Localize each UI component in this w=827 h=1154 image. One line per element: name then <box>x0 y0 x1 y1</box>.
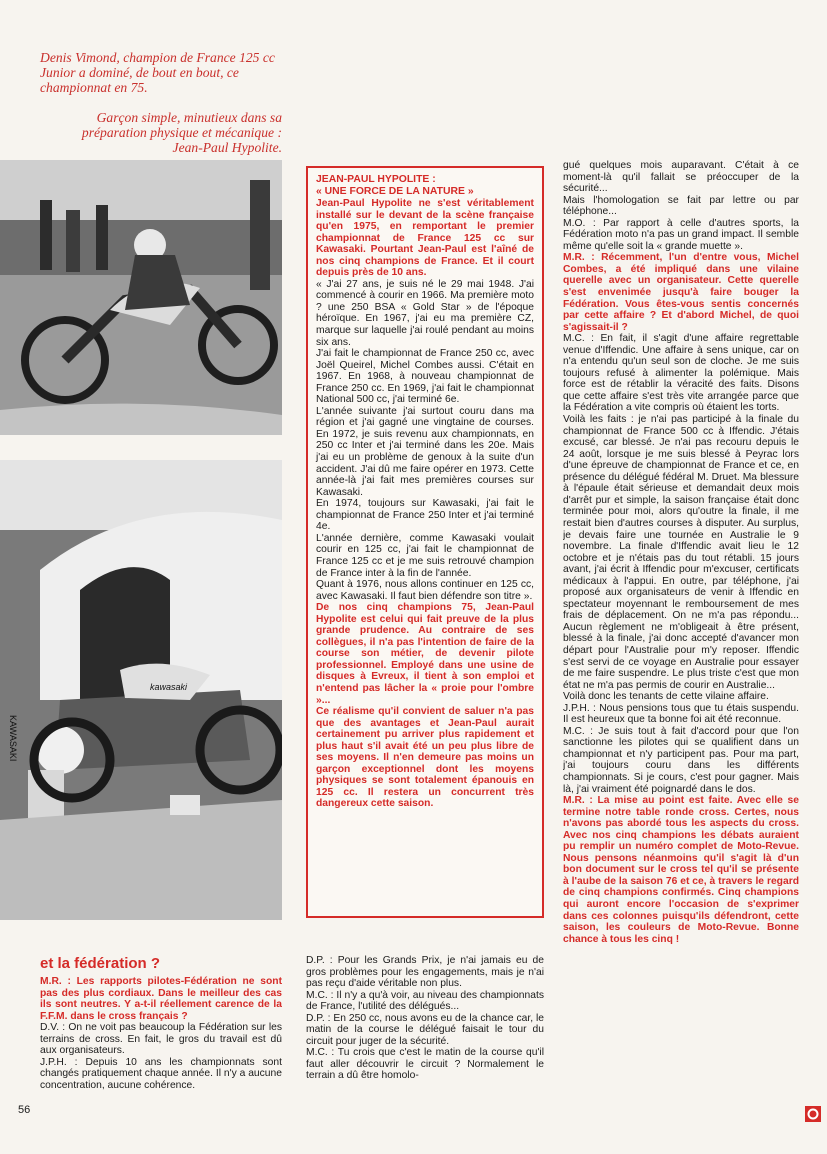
interview-question: M.R. : Les rapports pilotes-Fédération ne sont pas des plus cordiaux. Dans le meilleur des cas ils sont neutres. Y a-t-il réellement carence de la F.F.M. dans le cross français ? <box>40 976 282 1022</box>
mechanic-photo <box>0 460 282 920</box>
box-paragraph: J'ai fait le championnat de France 250 cc, avec Joël Queirel, Michel Combes aussi. C'était en 1967. En 1968, à nouveau championnat de France 250 cc. En 1969, j'ai fait le championnat National 500 cc, j'ai terminé 6e. <box>316 348 534 406</box>
interview-paragraph: J.P.H. : Depuis 10 ans les championnats sont changés pratiquement chaque année. Il n'y a aucune concentration, aucune cohérence. <box>40 1056 282 1091</box>
interview-paragraph: Voilà les faits : je n'ai pas participé à la finale du championnat de France 500 cc à Iffendic. J'étais excusé, car blessé. Je n'ai pas recouru depuis le 24 août, lorsque je me suis blessé à Peyrac lors d'une épreuve de championnat de France et ce, en présence du délégué fédéral M. Druet. Ma blessure à l'épaule était sérieuse et demandait deux mois d'arrêt pur et simple, la saison française était donc terminée pour moi, alors qu'outre la finale, il me restait bien d'autres courses à disputer. Au surplus, je devais faire une tournée en Australie le 9 novembre. La finale d'Iffendic avait lieu le 12 octobre et je n'étais pas du tout rétabli. 15 jours avant, j'ai écrit à Iffendic pour m'excuser, certificats médicaux à l'appui. En outre, par téléphone, j'ai proposé aux organisateurs de venir à Iffendic en spectateur moyennant le remboursement de mes frais de déplacement. On ne m'a pas répondu... Aucun règlement ne m'obligeait à être présent, blessé à la finale, j'ai donc accepté d'avancer mon départ pour l'Australie pour m'y reposer. Iffendic s'est servi de ce voyage en Australie pour essayer de me faire suspendre. Le plus triste c'est que mon état ne m'a pas permis de courir en Australie... <box>563 414 799 691</box>
page-number: 56 <box>18 1104 31 1116</box>
box-paragraph: Ce réalisme qu'il convient de saluer n'a pas que des avantages et Jean-Paul aurait certainement pu arriver plus rapidement et plus haut s'il avait été un peu plus libre de ses moyens. Il n'en demeure pas moins un garçon exceptionnel dont les moyens physiques se sont totalement épanouis en 125 cc. Il restera un concurrent très dangereux cette saison. <box>316 706 534 810</box>
interview-paragraph: M.O. : Par rapport à celle d'autres sports, la Fédération moto n'a pas un grand impact. Il semble même qu'elle soit la « grande muette ». <box>563 217 799 252</box>
interview-column-middle <box>306 955 544 1135</box>
interview-paragraph: D.V. : On ne voit pas beaucoup la Fédération sur les terrains de cross. En fait, le gros du travail est dû aux organisateurs. <box>40 1022 282 1057</box>
interview-conclusion: M.R. : La mise au point est faite. Avec elle se termine notre table ronde cross. Certes, nous n'avons pas abordé tous les aspects du cross. Avec nos cinq champions les débats auraient pu remplir un numéro complet de Moto-Revue. Nous pensons néanmoins qu'il s'agit là d'un bon document sur le cross tel qu'il se présente à l'aube de la saison 76 et ce, à travers le regard de cinq champions confirmés. Cinq champions qui auront encore l'occasion de s'exprimer dans ces colonnes puisqu'ils défendront, cette saison, les couleurs de Moto-Revue. Bonne chance à tous les cinq ! <box>563 795 799 945</box>
interview-column-right <box>563 160 799 1120</box>
interview-paragraph: M.C. : Tu crois que c'est le matin de la course qu'il faut aller découvrir le circuit ? Normalement le terrain a dû être homolo- <box>306 1047 544 1082</box>
magazine-logo-icon <box>805 1106 821 1127</box>
interview-paragraph: D.P. : Pour les Grands Prix, je n'ai jamais eu de gros problèmes pour les engagements, mais je n'ai pas reçu d'aide véritable non plus. <box>306 955 544 990</box>
interview-paragraph: M.C. : Il n'y a qu'à voir, au niveau des championnats de France, l'utilité des délégués... <box>306 989 544 1013</box>
box-paragraph: Quant à 1976, nous allons continuer en 125 cc, avec Kawasaki. Il faut bien défendre son titre ». <box>316 579 534 602</box>
interview-paragraph: Voilà donc les tenants de cette vilaine affaire. <box>563 691 769 703</box>
interview-paragraph: M.C. : Je suis tout à fait d'accord pour que l'on sanctionne les pilotes qui se qualifient dans un championnat et n'y participent pas. Pour ma part, j'ai toujours couru dans les différents championnats. Si je cours, c'est pour gagner. Mais là, j'ai vraiment été poignardé dans le dos. <box>563 725 799 795</box>
section-title-federation: et la fédération ? <box>40 955 161 972</box>
box-paragraph: « J'ai 27 ans, je suis né le 29 mai 1948. J'ai commencé à courir en 1966. Ma première moto ? une 250 BSA « Gold Star » de l'époque héroïque. En 1967, j'ai eu ma première CZ, marque sur laquelle j'ai roulé pendant au moins six ans. <box>316 278 534 348</box>
motocross-photo-top <box>0 160 282 435</box>
interview-paragraph: D.P. : En 250 cc, nous avons eu de la chance car, le matin de la course le délégué faisait le tour du circuit pour juger de la sécurité. <box>306 1012 544 1047</box>
caption-vimond: Denis Vimond, champion de France 125 cc Junior a dominé, de bout en bout, ce championnat en 75. <box>40 50 275 95</box>
interview-paragraph: Mais l'homologation se fait par lettre ou par téléphone... <box>563 194 799 218</box>
hypolite-profile-box <box>306 166 544 918</box>
box-paragraph: De nos cinq champions 75, Jean-Paul Hypolite est celui qui fait preuve de la plus grande prudence. Au contraire de ses collègues, il n'a pas l'intention de faire de la course son métier, de devenir pilote professionnel. Employé dans une usine de disques à Evreux, il tient à son emploi et n'entend pas lâcher la « proie pour l'ombre »... <box>316 602 534 706</box>
box-paragraph: L'année suivante j'ai surtout couru dans ma région et j'ai gagné une vingtaine de courses. En 1972, je suis revenu aux championnats, en 250 cc Inter et j'ai terminé dans les 20e. Mais j'ai eu un problème de genoux à la suite d'un accident. J'ai dû me faire opérer en 1973. Cette année-là j'ai fait mes premières courses sur Kawasaki. <box>316 405 534 498</box>
interview-paragraph: M.C. : En fait, il s'agit d'une affaire regrettable venue d'Iffendic. Une affaire à sens unique, car on n'a entendu qu'un seul son de cloche. Je me suis toujours refusé à alimenter la polémique. Mais force est de rétablir la véracité des faits. Disons que cette affaire s'est très vite arrangée parce que la Fédération a vite compris où étaient les torts. <box>563 333 799 414</box>
caption-hypolite: Garçon simple, minutieux dans sa préparation physique et mécanique : Jean-Paul Hypolite. <box>81 110 282 155</box>
box-paragraph: L'année dernière, comme Kawasaki voulait courir en 125 cc, j'ai fait le championnat de France 125 cc et je me suis retrouvé champion de France inter à la fin de l'année. <box>316 532 534 579</box>
interview-question: M.R. : Récemment, l'un d'entre vous, Michel Combes, a été impliqué dans une vilaine querelle avec un organisateur. Cette querelle s'est envenimée jusqu'à faire bouger la Fédération. Vous êtes-vous sentis concernés par cette affaire ? Et d'abord Michel, de quoi s'agissait-il ? <box>563 252 799 333</box>
box-kicker-quote: « UNE FORCE DE LA NATURE » <box>316 185 474 197</box>
tank-brand-label: kawasaki <box>150 682 188 692</box>
box-paragraph: Jean-Paul Hypolite ne s'est véritablement installé sur le devant de la scène française qu'en 1975, en remportant le premier championnat de France 125 cc sur Kawasaki. Pourtant Jean-Paul est l'aîné de nos cinq champions de France. Et il court depuis près de 10 ans. <box>316 198 534 279</box>
box-paragraph: En 1974, toujours sur Kawasaki, j'ai fait le championnat de France 250 Inter et j'ai terminé 4e. <box>316 498 534 533</box>
federation-section <box>40 955 282 1135</box>
box-kicker-name: JEAN-PAUL HYPOLITE : <box>316 174 436 185</box>
fairing-brand-label: KAWASAKI <box>8 715 18 762</box>
interview-paragraph: J.P.H. : Nous pensions tous que tu étais suspendu. Il est heureux que ta bonne foi ait été reconnue. <box>563 702 799 726</box>
interview-paragraph: gué quelques mois auparavant. C'était à ce moment-là qu'il fallait se préoccuper de la sécurité... <box>563 160 799 195</box>
